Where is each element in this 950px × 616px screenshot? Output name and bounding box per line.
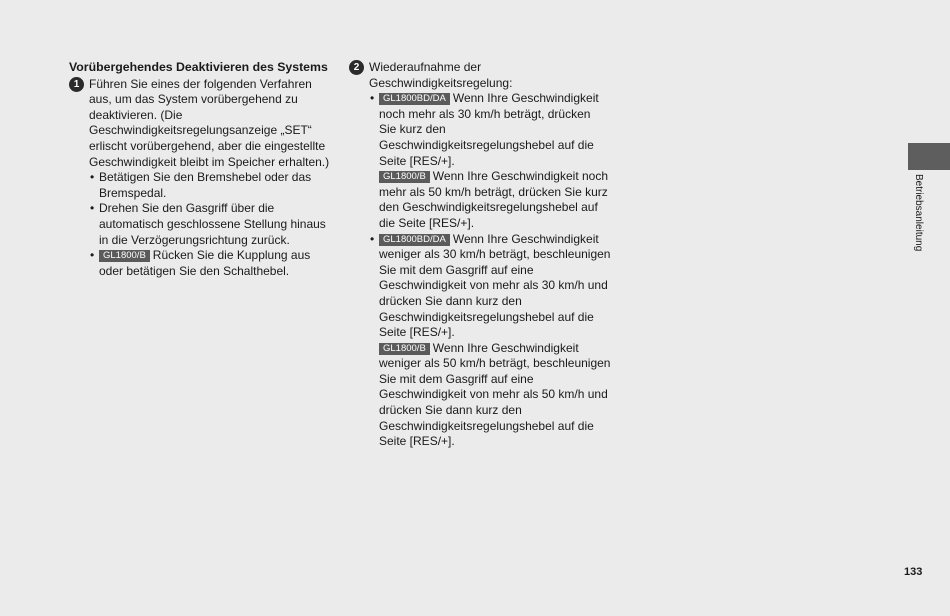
list-item bbox=[99, 170, 334, 201]
list-item bbox=[99, 248, 334, 279]
model-badge: GL1800/B bbox=[379, 343, 430, 355]
list-item bbox=[379, 232, 611, 450]
list-sub-item bbox=[379, 169, 611, 231]
model-badge: GL1800/B bbox=[379, 171, 430, 183]
step-number-1: 1 bbox=[69, 77, 84, 92]
deactivate-methods-list bbox=[69, 170, 334, 279]
model-badge: GL1800/B bbox=[99, 250, 150, 262]
step-2 bbox=[349, 60, 611, 91]
left-column bbox=[69, 60, 334, 279]
list-sub-item-text: Wenn Ihre Geschwindigkeit noch mehr als 50 km/h beträgt, drücken Sie kurz den Geschwindigkeitsregelungshebel auf die Seite [RES/+]. bbox=[379, 169, 609, 230]
section-heading: Vorübergehendes Deaktivieren des Systems bbox=[69, 60, 328, 74]
step-1 bbox=[69, 77, 334, 171]
chapter-tab bbox=[908, 143, 950, 170]
list-sub-item-text: Wenn Ihre Geschwindigkeit weniger als 50 km/h beträgt, beschleunigen Sie mit dem Gasgriff auf eine Geschwindigkeit von mehr als 50 km/h und drücken Sie dann kurz den Geschwindigkeitsregelungshebel auf die Seite [RES/+]. bbox=[379, 340, 611, 449]
step-2-text: Wiederaufnahme der Geschwindigkeitsregelung: bbox=[369, 60, 513, 90]
page-number: 133 bbox=[904, 566, 923, 578]
model-badge: GL1800BD/DA bbox=[379, 234, 450, 246]
list-item-text: Wenn Ihre Geschwindigkeit noch mehr als 30 km/h beträgt, drücken Sie kurz den Geschwindigkeitsregelungshebel auf die Seite [RES/+]. bbox=[379, 91, 599, 168]
list-item-text: Wenn Ihre Geschwindigkeit weniger als 30 km/h beträgt, beschleunigen Sie mit dem Gasgriff auf eine Geschwindigkeit von mehr als 30 km/h und drücken Sie dann kurz den Geschwindigkeitsregelungshebel auf die Seite [RES/+]. bbox=[379, 231, 611, 340]
list-item-text: Betätigen Sie den Bremshebel oder das Bremspedal. bbox=[99, 170, 312, 200]
model-badge: GL1800BD/DA bbox=[379, 93, 450, 105]
resume-methods-list bbox=[349, 91, 611, 450]
right-column bbox=[349, 60, 611, 450]
list-item bbox=[99, 201, 334, 248]
list-item-text: Rücken Sie die Kupplung aus oder betätigen Sie den Schalthebel. bbox=[99, 248, 311, 278]
chapter-label: Betriebsanleitung bbox=[913, 174, 924, 252]
list-item-text: Drehen Sie den Gasgriff über die automatisch geschlossene Stellung hinaus in die Verzögerungsrichtung zurück. bbox=[99, 201, 326, 247]
step-number-2: 2 bbox=[349, 60, 364, 75]
step-1-text: Führen Sie eines der folgenden Verfahren aus, um das System vorübergehend zu deaktivieren. (Die Geschwindigkeitsregelungsanzeige „SET“ erlischt vorübergehend, aber die eingestellte Geschwindigkeit bleibt im Speicher erhalten.) bbox=[89, 76, 330, 169]
list-item bbox=[379, 91, 611, 231]
list-sub-item bbox=[379, 341, 611, 450]
